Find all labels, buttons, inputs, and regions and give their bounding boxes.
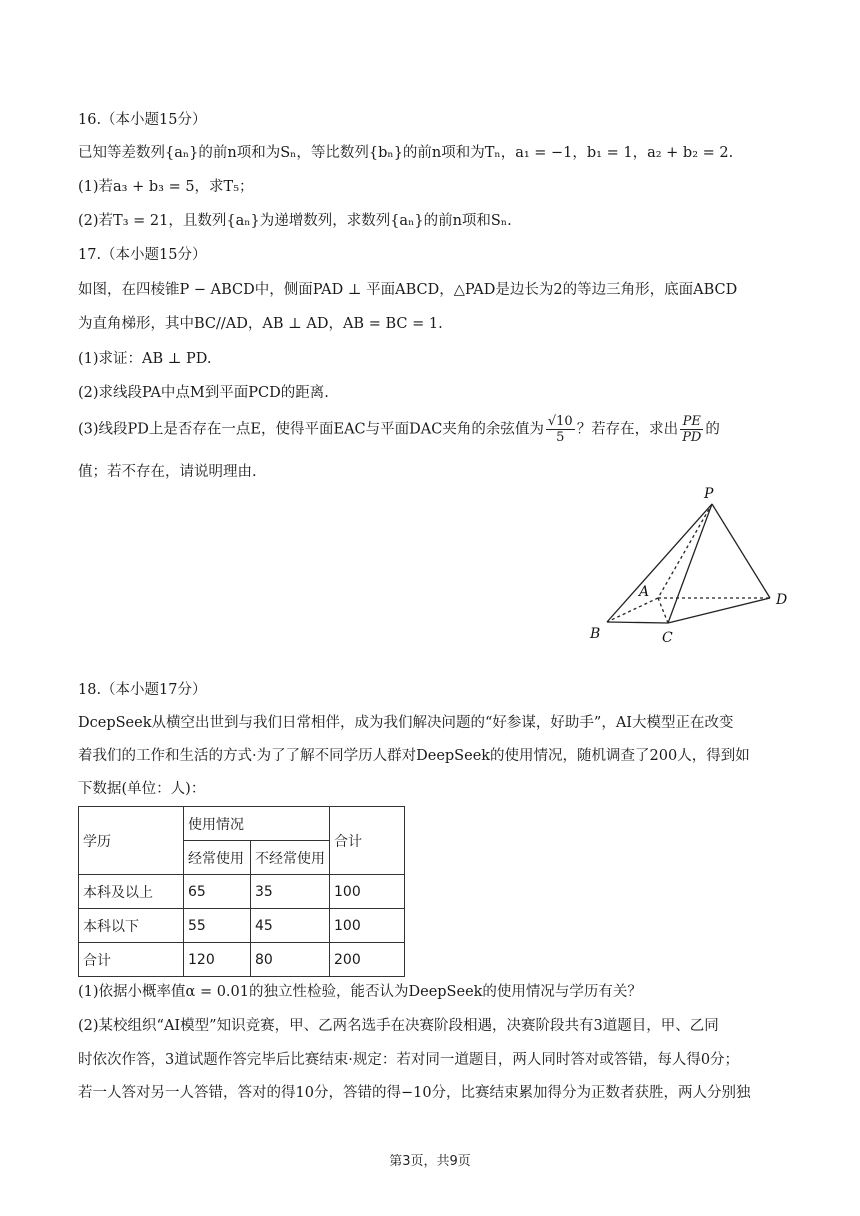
q17-heading: 17.（本小题15分） (78, 247, 207, 263)
q16-stem: 已知等差数列{aₙ}的前n项和为Sₙ，等比数列{bₙ}的前n项和为Tₙ，a₁ = −1，b₁ = 1，a₂ + b₂ = 2. (78, 145, 734, 161)
q16-heading: 16.（本小题15分） (78, 112, 207, 128)
pyramid-figure (580, 480, 800, 650)
ratio-fraction-numerator: PE (680, 414, 703, 430)
edge-BC (607, 622, 668, 623)
q18-paragraph-line2: 着我们的工作和生活的方式·为了了解不同学历人群对DeepSeek的使用情况，随机调查了200人，得到如 (78, 748, 750, 764)
table-row (79, 909, 405, 943)
q17-part3 (78, 414, 720, 445)
cell-total: 200 (330, 943, 405, 977)
q16-part1: (1)若a₃ + b₃ = 5，求T₅； (78, 179, 254, 195)
edge-AC-hidden (658, 598, 668, 623)
q17-part3-line2: 值；若不存在，请说明理由. (78, 464, 257, 480)
cell-total: 100 (330, 909, 405, 943)
cell-often: 65 (184, 875, 251, 909)
edge-CD (668, 598, 770, 623)
vertex-label-D: D (776, 592, 788, 608)
q18-part1: (1)依据小概率值α = 0.01的独立性检验，能否认为DeepSeek的使用情况与学历有关？ (78, 984, 642, 1000)
cell-often: 55 (184, 909, 251, 943)
page-footer: 第3页，共9页 (389, 1154, 471, 1169)
q18-part2-line3: 若一人答对另一人答错，答对的得10分，答错的得−10分，比赛结束累加得分为正数者获胜，两人分别独 (78, 1085, 751, 1101)
ratio-fraction (680, 414, 703, 445)
q18-part2-line1: (2)某校组织“AI模型”知识竞赛，甲、乙两名选手在决赛阶段相遇，决赛阶段共有3道题目，甲、乙同 (78, 1018, 719, 1034)
survey-table (78, 806, 405, 977)
q17-stem-line1: 如图，在四棱锥P − ABCD中，侧面PAD ⊥ 平面ABCD，△PAD是边长为2的等边三角形，底面ABCD (78, 282, 738, 298)
ratio-fraction-denominator: PD (682, 430, 702, 445)
header-not-often: 不经常使用 (251, 841, 330, 875)
vertex-label-P: P (704, 486, 714, 502)
header-education: 学历 (79, 807, 184, 875)
edge-AB-hidden (607, 598, 658, 622)
q17-part3-text-c: 的 (705, 421, 720, 438)
table-row (79, 943, 405, 977)
header-total: 合计 (330, 807, 405, 875)
row-label: 合计 (79, 943, 184, 977)
row-label: 本科以下 (79, 909, 184, 943)
edge-PC (668, 504, 712, 623)
q17-part1: (1)求证：AB ⊥ PD. (78, 351, 212, 367)
q17-part2: (2)求线段PA中点M到平面PCD的距离. (78, 385, 329, 401)
q17-part3-text-b: ？若存在，求出 (576, 421, 679, 438)
cell-often: 120 (184, 943, 251, 977)
cell-not-often: 80 (251, 943, 330, 977)
edge-PA-hidden (658, 504, 712, 598)
vertex-label-A: A (639, 584, 650, 600)
header-usage: 使用情况 (184, 807, 330, 841)
cell-not-often: 35 (251, 875, 330, 909)
q18-part2-line2: 时依次作答，3道试题作答完毕后比赛结束·规定：若对同一道题目，两人同时答对或答错，每人得0分； (78, 1052, 740, 1068)
vertex-label-B: B (590, 626, 601, 642)
row-label: 本科及以上 (79, 875, 184, 909)
edge-PD (712, 504, 770, 598)
cell-not-often: 45 (251, 909, 330, 943)
table-row (79, 875, 405, 909)
q18-heading: 18.（本小题17分） (78, 682, 207, 698)
cell-total: 100 (330, 875, 405, 909)
edge-PB (607, 504, 712, 622)
q16-part2: (2)若T₃ = 21，且数列{aₙ}为递增数列，求数列{aₙ}的前n项和Sₙ. (78, 213, 512, 229)
vertex-label-C: C (662, 630, 673, 646)
q18-paragraph-line1: DcepSeek从横空出世到与我们日常相伴，成为我们解决问题的“好参谋，好助手”，AI大模型正在改变 (78, 715, 734, 731)
q17-part3-text-a: (3)线段PD上是否存在一点E，使得平面EAC与平面DAC夹角的余弦值为 (78, 421, 544, 438)
header-often: 经常使用 (184, 841, 251, 875)
cosine-fraction-numerator: √10 (547, 414, 573, 429)
q18-paragraph-line3: 下数据(单位：人)： (78, 781, 206, 797)
q17-stem-line2: 为直角梯形，其中BC//AD，AB ⊥ AD，AB = BC = 1. (78, 316, 443, 332)
cosine-fraction (546, 414, 575, 445)
cosine-fraction-denominator: 5 (556, 430, 565, 445)
